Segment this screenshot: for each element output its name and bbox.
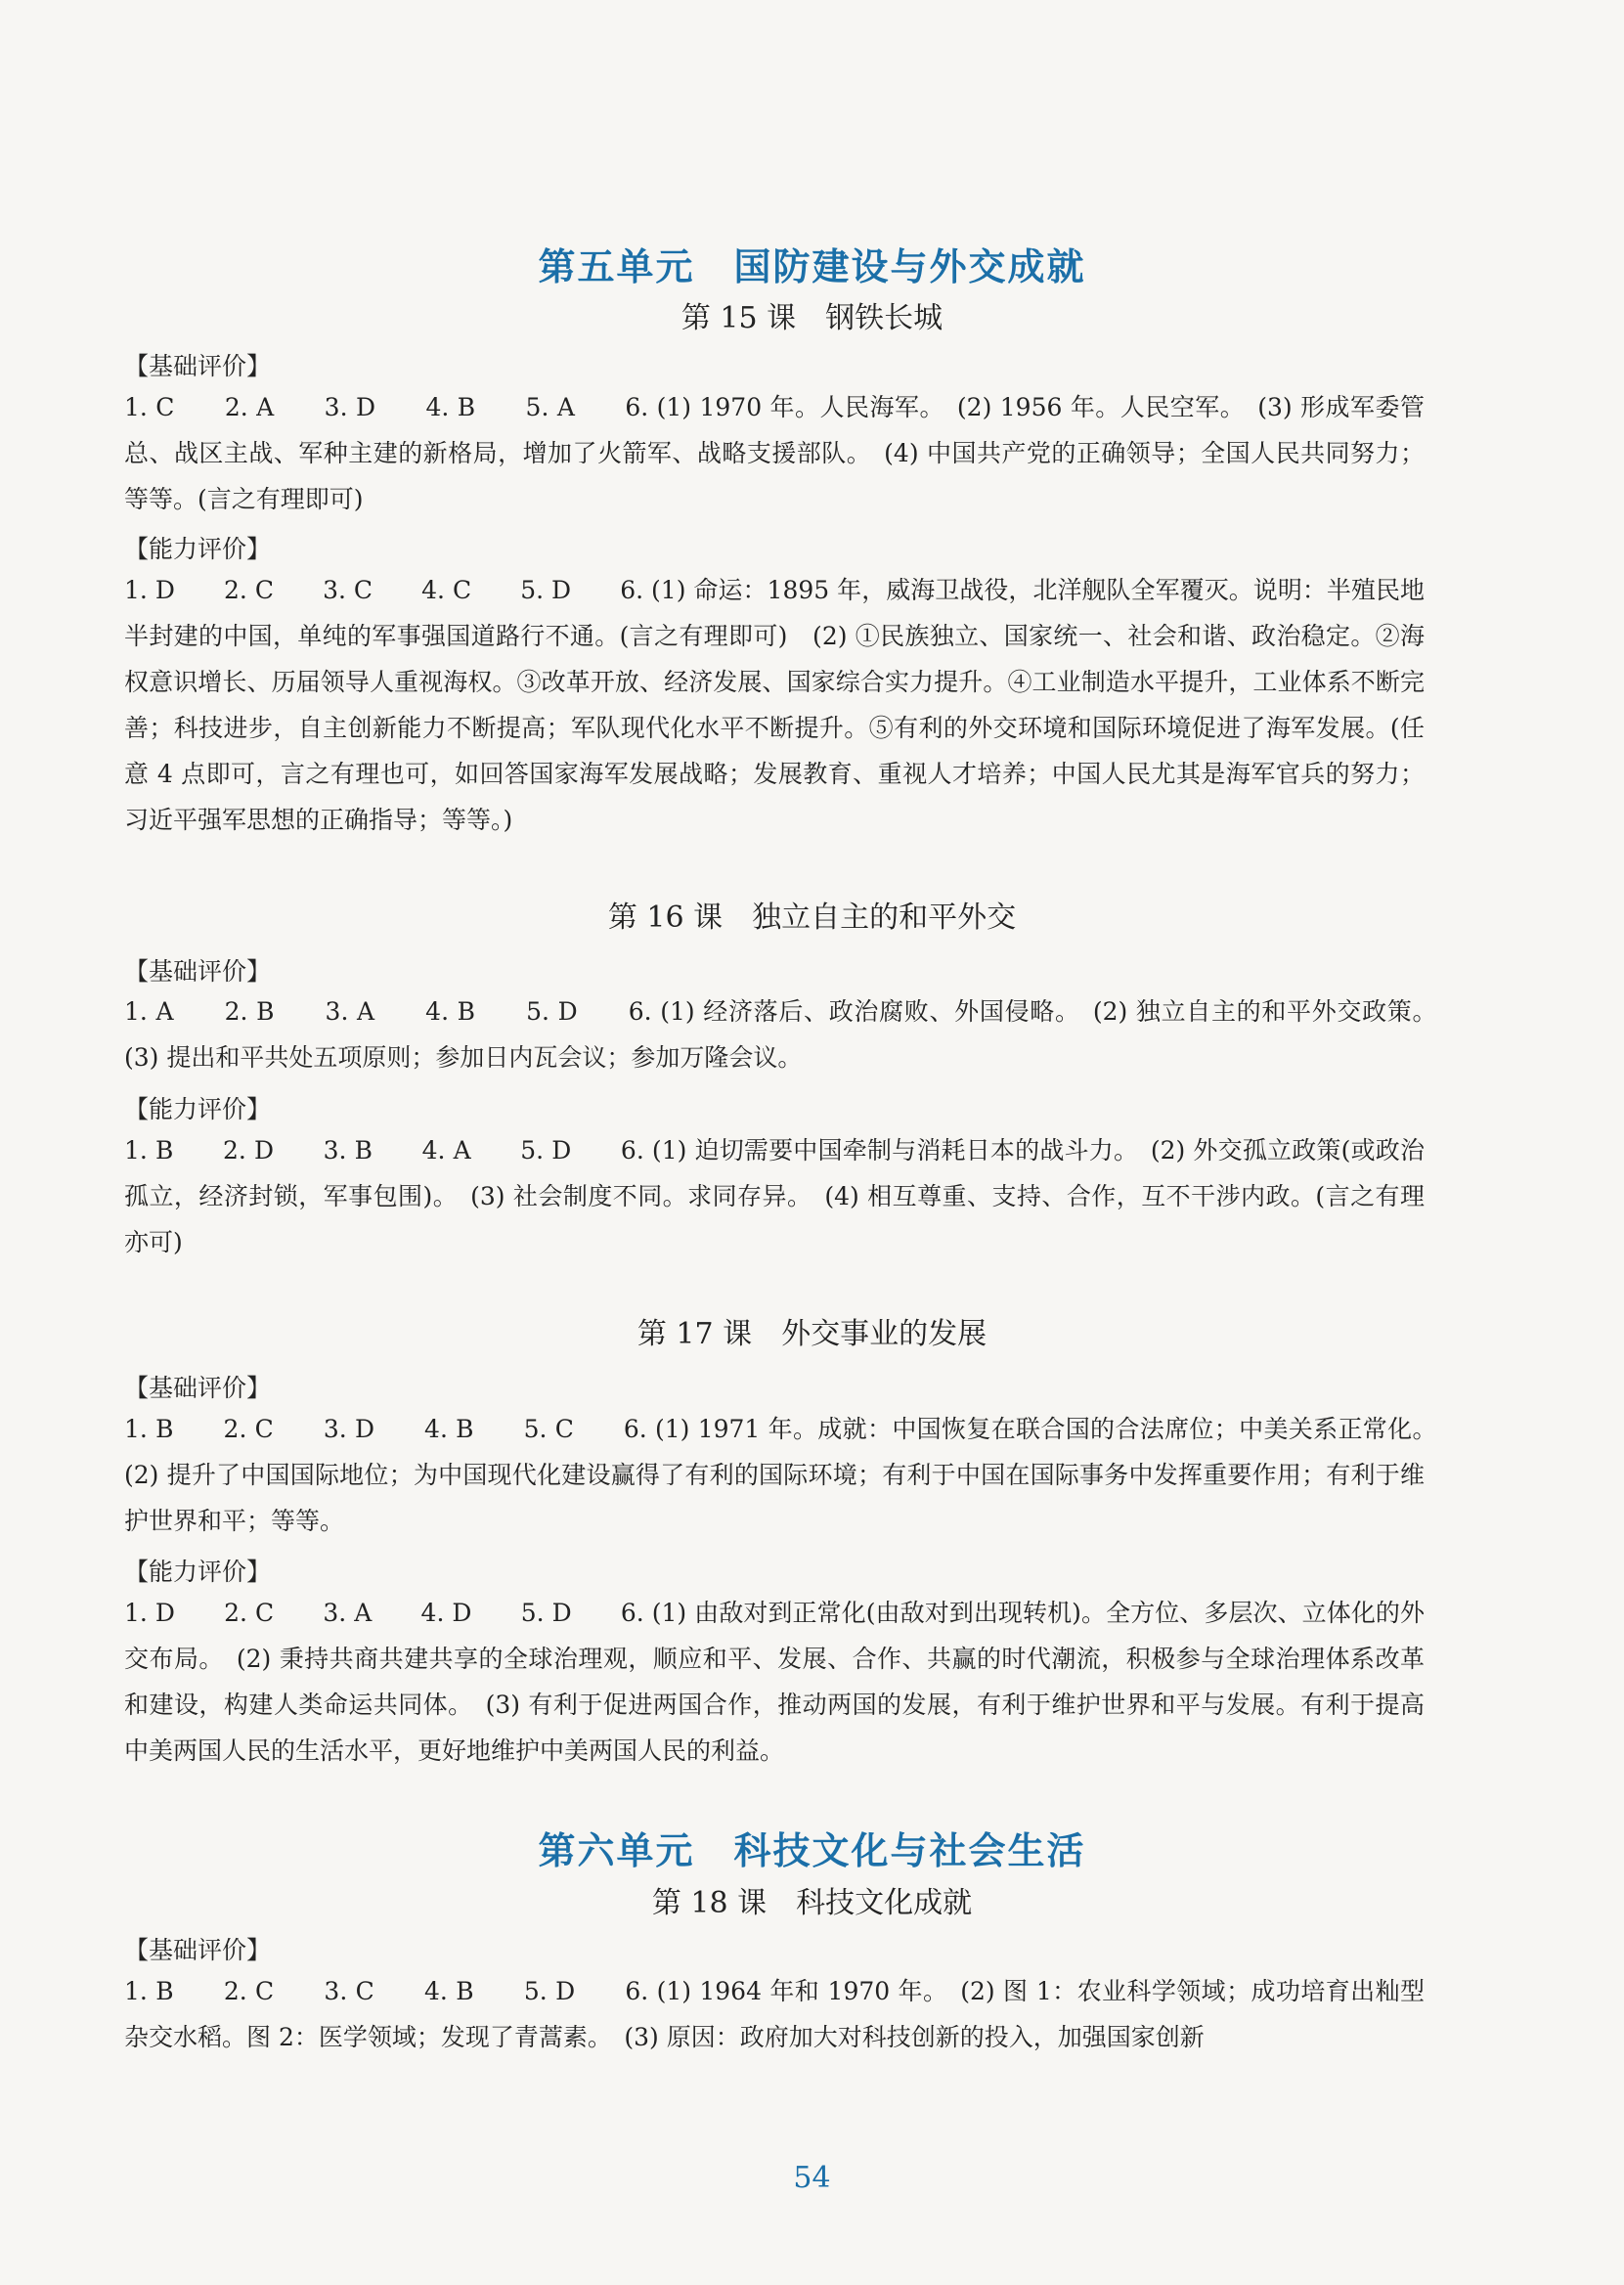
answer-paragraph: 1. B 2. C 3. C 4. B 5. D 6. (1) 1964 年和 1970 年。 (2) 图 1：农业科学领域；成功培育出籼型杂交水稻。图 2：医学领域；发现了青蒿素。 (3) 原因：政府加大对科技创新的投入，加强国家创新 xyxy=(124,1977,1425,2051)
section-tag-basic: 【基础评价】 xyxy=(124,1374,272,1402)
section-tag-basic: 【基础评价】 xyxy=(124,957,272,986)
section-tag-ability: 【能力评价】 xyxy=(124,1558,272,1586)
lesson-title-15: 第 15 课 钢铁长城 xyxy=(680,301,944,335)
answer-paragraph: 1. B 2. C 3. D 4. B 5. C 6. (1) 1971 年。成就：中国恢复在联合国的合法席位；中美关系正常化。 (2) 提升了中国国际地位；为中国现代化建设赢得了有利的国际环境；有利于中国在国际事务中发挥重要作用；有利于维护世界和平；等等。 xyxy=(124,1415,1450,1535)
answer-paragraph: 1. A 2. B 3. A 4. B 5. D 6. (1) 经济落后、政治腐败、外国侵略。 (2) 独立自主的和平外交政策。 (3) 提出和平共处五项原则；参加日内瓦会议；参加万隆会议。 xyxy=(124,997,1450,1072)
section-tag-ability: 【能力评价】 xyxy=(124,1095,272,1123)
answer-paragraph: 1. C 2. A 3. D 4. B 5. A 6. (1) 1970 年。人民海军。 (2) 1956 年。人民空军。 (3) 形成军委管总、战区主战、军种主建的新格局，增加了火箭军、战略支援部队。 (4) 中国共产党的正确领导；全国人民共同努力；等等。(言之有理即可) xyxy=(124,393,1425,513)
answer-paragraph: 1. D 2. C 3. A 4. D 5. D 6. (1) 由敌对到正常化(由敌对到出现转机)。全方位、多层次、立体化的外交布局。 (2) 秉持共商共建共享的全球治理观，顺应和平、发展、合作、共赢的时代潮流，积极参与全球治理体系改革和建设，构建人类命运共同体。 (3) 有利于促进两国合作，推动两国的发展，有利于维护世界和平与发展。有利于提高中美两国人民的生活水平，更好地维护中美两国人民的利益。 xyxy=(124,1599,1425,1765)
unit-title-5: 第五单元 国防建设与外交成就 xyxy=(538,245,1086,288)
section-tag-basic: 【基础评价】 xyxy=(124,352,272,380)
unit-title-6: 第六单元 科技文化与社会生活 xyxy=(538,1829,1086,1872)
page-number: 54 xyxy=(793,2161,831,2195)
section-tag-ability: 【能力评价】 xyxy=(124,535,272,563)
answer-paragraph: 1. D 2. C 3. C 4. C 5. D 6. (1) 命运：1895 年，威海卫战役，北洋舰队全军覆灭。说明：半殖民地半封建的中国，单纯的军事强国道路行不通。(言之有理即可) (2) ①民族独立、国家统一、社会和谐、政治稳定。②海权意识增长、历届领导人重视海权。③改革开放、经济发展、国家综合实力提升。④工业制造水平提升，工业体系不断完善；科技进步，自主创新能力不断提高；军队现代化水平不断提升。⑤有利的外交环境和国际环境促进了海军发展。(任意 4 点即可，言之有理也可，如回答国家海军发展战略；发展教育、重视人才培养；中国人民尤其是海军官兵的努力；习近平强军思想的正确指导；等等。) xyxy=(124,576,1425,834)
answer-paragraph: 1. B 2. D 3. B 4. A 5. D 6. (1) 迫切需要中国牵制与消耗日本的战斗力。 (2) 外交孤立政策(或政治孤立，经济封锁，军事包围)。 (3) 社会制度不同。求同存异。 (4) 相互尊重、支持、合作，互不干涉内政。(言之有理亦可) xyxy=(124,1136,1425,1256)
lesson-title-17: 第 17 课 外交事业的发展 xyxy=(636,1317,988,1351)
section-tag-basic: 【基础评价】 xyxy=(124,1936,272,1964)
lesson-title-18: 第 18 课 科技文化成就 xyxy=(651,1886,973,1920)
lesson-title-16: 第 16 课 独立自主的和平外交 xyxy=(607,901,1017,935)
